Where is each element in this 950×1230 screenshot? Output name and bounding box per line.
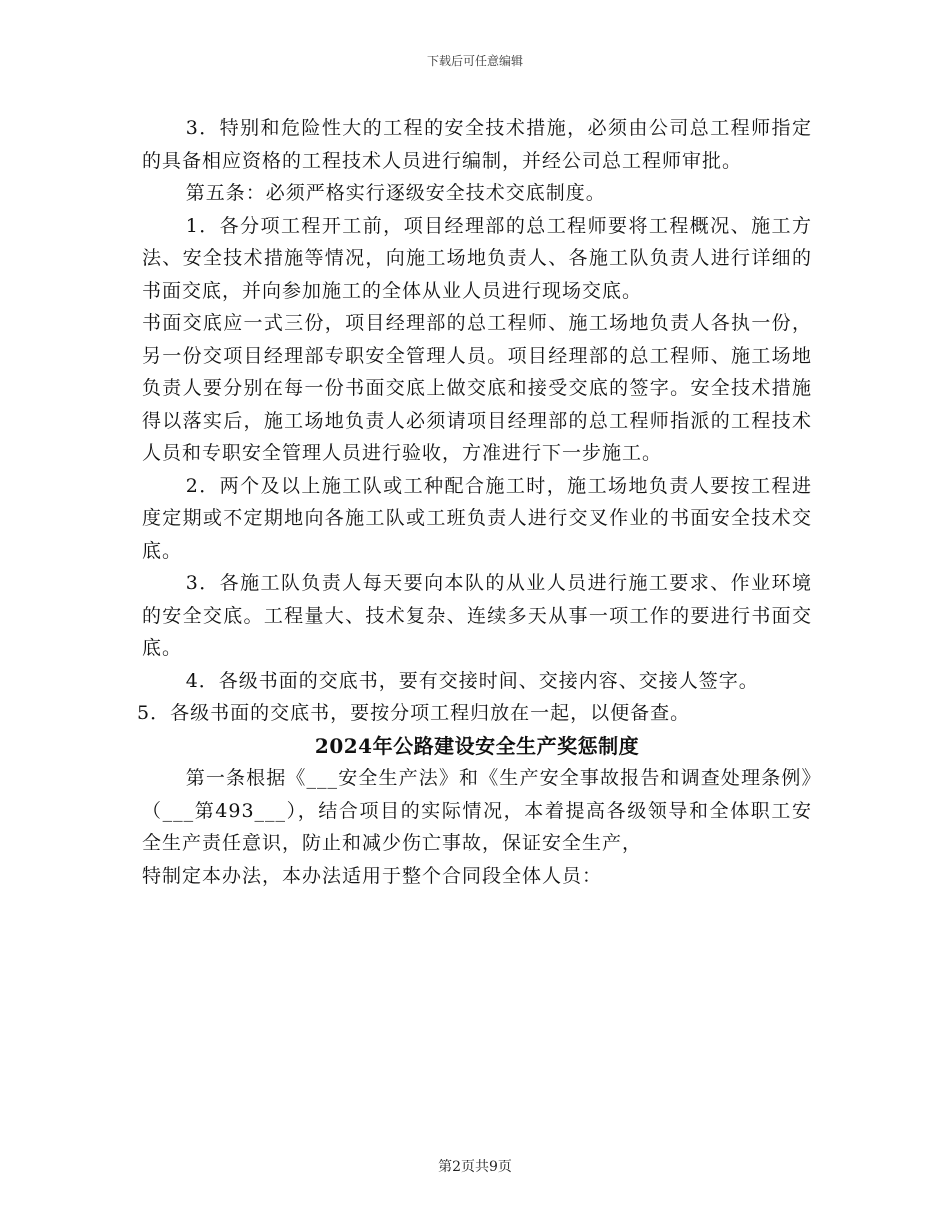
section-title: 2024年公路建设安全生产奖惩制度: [314, 733, 640, 758]
paragraph-article-one-basis: 第一条根据《___安全生产法》和《生产安全事故报告和调查处理条例》（___第493___），结合项目的实际情况，本着提高各级领导和全体职工安全生产责任意识，防止和减少伤亡事故，保证安全生产，: [142, 767, 812, 854]
paragraph-pre-construction-briefing: 1．各分项工程开工前，项目经理部的总工程师要将工程概况、施工方法、安全技术措施等情况，向施工场地负责人、各施工队负责人进行详细的书面交底，并向参加施工的全体从业人员进行现场交底。: [142, 214, 812, 302]
paragraph-cross-operation-briefing: 2．两个及以上施工队或工种配合施工时，施工场地负责人要按工程进度定期或不定期地向各施工队或工班负责人进行交叉作业的书面安全技术交底。: [142, 474, 812, 562]
paragraph-article-five: 第五条：必须严格实行逐级安全技术交底制度。: [185, 182, 606, 204]
page-number: 第2页共9页: [438, 1159, 512, 1175]
paragraph-written-briefing-copies: 书面交底应一式三份，项目经理部的总工程师、施工场地负责人各执一份，另一份交项目经理部专职安全管理人员。项目经理部的总工程师、施工场地负责人要分别在每一份书面交底上做交底和接受交底的签字。安全技术措施得以落实后，施工场地负责人必须请项目经理部的总工程师指派的工程技术人员和专职安全管理人员进行验收，方准进行下一步施工。: [142, 312, 812, 464]
paragraph-briefing-document-contents: 4．各级书面的交底书，要有交接时间、交接内容、交接人签字。: [185, 669, 759, 692]
paragraph-briefing-document-filing: 5．各级书面的交底书，要按分项工程归放在一起，以便备查。: [137, 702, 691, 724]
document-body: [137, 112, 812, 892]
paragraph-daily-team-briefing: 3．各施工队负责人每天要向本队的从业人员进行施工要求、作业环境的安全交底。工程量大、技术复杂、连续多天从事一项工作的要进行书面交底。: [142, 572, 812, 659]
paragraph-safety-measures-approval: 3．特别和危险性大的工程的安全技术措施，必须由公司总工程师指定的具备相应资格的工程技术人员进行编制，并经公司总工程师审批。: [142, 117, 812, 172]
paragraph-article-one-scope: 特制定本办法，本办法适用于整个合同段全体人员：: [142, 864, 603, 887]
page-header-note: 下载后可任意编辑: [426, 54, 523, 68]
